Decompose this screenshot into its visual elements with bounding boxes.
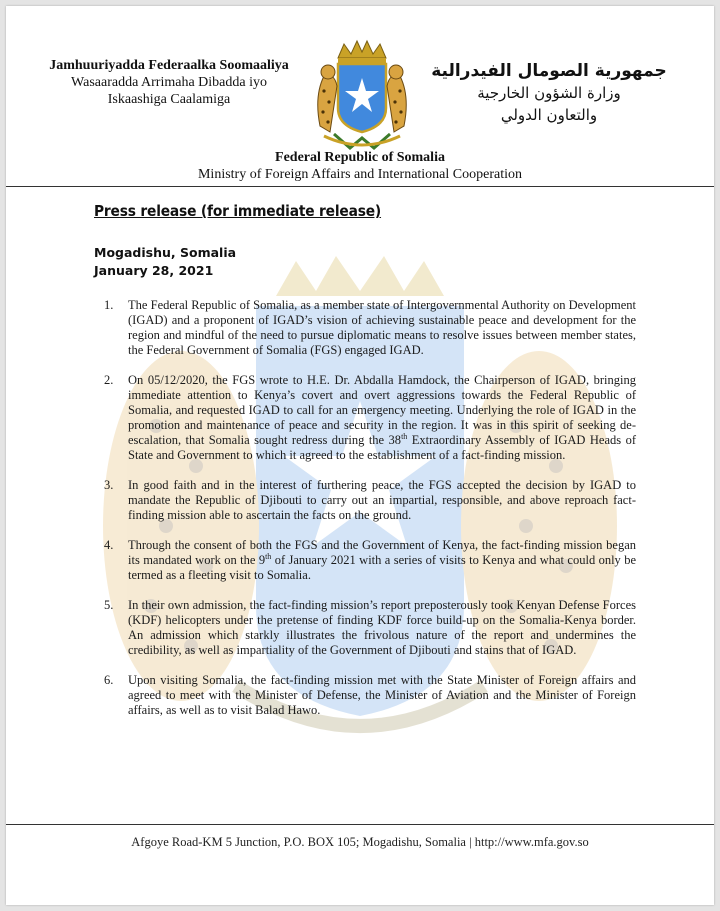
item-number: 1. [104, 298, 114, 312]
item-number: 6. [104, 673, 114, 687]
press-release-items [104, 298, 636, 733]
somali-header [38, 57, 300, 108]
somali-header-line1: Jamhuuriyadda Federaalka Soomaaliya [49, 58, 289, 73]
item-number: 5. [104, 598, 114, 612]
footer-address: Afgoye Road-KM 5 Junction, P.O. BOX 105; Mogadishu, Somalia | http://www.mfa.gov.so [131, 835, 589, 849]
list-item [104, 673, 636, 718]
list-item [104, 373, 636, 463]
footer-divider [6, 824, 714, 825]
press-release-title: Press release (for immediate release) [94, 202, 382, 220]
date: January 28, 2021 [94, 263, 214, 278]
item-text-continued: of January 2021 with a series of visits to Kenya and what could only be termed as a fleeting visit to Somalia. [128, 553, 636, 582]
english-title: Federal Republic of Somalia [275, 150, 445, 165]
somali-header-line3: Iskaashiga Caalamiga [107, 92, 231, 107]
item-number: 3. [104, 478, 114, 492]
item-text-continued: Extraordinary Assembly of IGAD Heads of State and Government to which it agreed to the establishment of a fact-finding mission. [128, 433, 636, 462]
list-item [104, 298, 636, 358]
ordinal-suffix: th [401, 431, 408, 441]
item-text: Upon visiting Somalia, the fact-finding mission met with the State Minister of Foreign affairs and agreed to meet with the Minister of Defense, the Minister of Aviation and the Minister of Foreign affairs, as well as to visit Balad Hawo. [128, 673, 636, 717]
document-page [6, 6, 714, 905]
coat-of-arms-emblem [304, 36, 420, 154]
arabic-header-line3: والتعاون الدولي [500, 106, 598, 124]
english-subtitle: Ministry of Foreign Affairs and International Cooperation [197, 167, 522, 182]
list-item [104, 538, 636, 583]
item-text: On 05/12/2020, the FGS wrote to H.E. Dr. Abdalla Hamdock, the Chairperson of IGAD, bringing immediate attention to Kenya’s covert and overt aggressions towards the Federal Republic of Somalia, and requested IGAD to call for an emergency meeting. Underlying the role of IGAD in the promotion and maintenance of peace and security in the region. It was in this spirit of seeking de-escalation, that Somalia sought redress during the 38 [128, 373, 636, 447]
item-number: 4. [104, 538, 114, 552]
item-text: The Federal Republic of Somalia, as a member state of Intergovernmental Authority on Development (IGAD) and a proponent of IGAD’s vision of achieving sustainable peace and development for the region and mindful of the need to pursue diplomatic means to resolve issues between member states, the Federal Government of Somalia (FGS) engaged IGAD. [128, 298, 636, 357]
somali-header-line2: Wasaaradda Arrimaha Dibadda iyo [71, 75, 267, 90]
item-text: In their own admission, the fact-finding mission’s report preposterously took Kenyan Defense Forces (KDF) helicopters under the pretense of finding KDF force build-up on the Somalia-Kenya border. An admission which starkly illustrates the frivolous nature of the report and undermines the credibility, as well as impartiality of the Government of Djibouti and stains that of IGAD. [128, 598, 636, 657]
list-item [104, 598, 636, 658]
dateline [94, 244, 236, 280]
ordinal-suffix: th [265, 551, 272, 561]
arabic-header-line1: جمهورية الصومال الفيدرالية [431, 61, 667, 81]
item-text: In good faith and in the interest of furthering peace, the FGS accepted the decision by IGAD to mandate the Republic of Djibouti to carry out an impartial, responsible, and above reproach fact-finding mission able to ascertain the facts on the ground. [128, 478, 636, 522]
header-divider [6, 186, 714, 187]
arabic-header [410, 60, 688, 126]
list-item [104, 478, 636, 523]
location: Mogadishu, Somalia [94, 245, 237, 260]
arabic-header-line2: وزارة الشؤون الخارجية [477, 84, 621, 102]
item-text: Through the consent of both the FGS and the Government of Kenya, the fact-finding mission began its mandated work on the 9 [128, 538, 636, 567]
item-number: 2. [104, 373, 114, 387]
